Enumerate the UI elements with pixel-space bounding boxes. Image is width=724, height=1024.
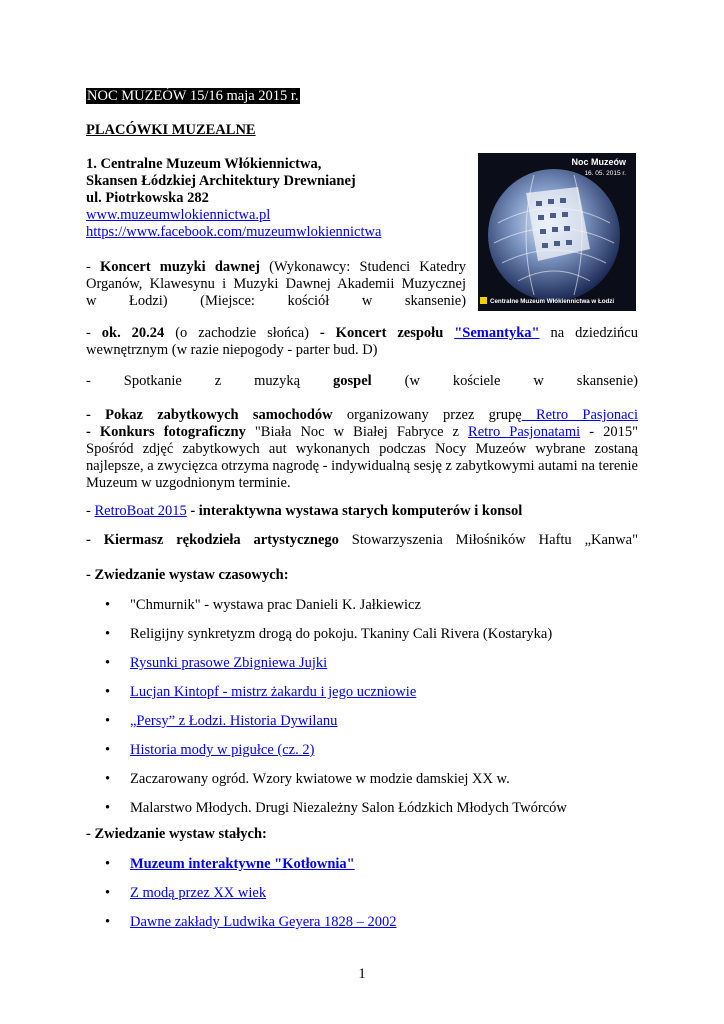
bullet-icon: • <box>105 914 111 930</box>
list-item <box>86 771 638 800</box>
exhibition-link[interactable]: Muzeum interaktywne "Kotłownia" <box>130 856 355 872</box>
exhibition-link[interactable]: Dawne zakłady Ludwika Geyera 1828 – 2002 <box>130 914 397 930</box>
exhibition-title: Religijny synkretyzm drogą do pokoju. Tkaniny Cali Rivera (Kostaryka) <box>130 626 553 642</box>
temporary-heading: - Zwiedzanie wystaw czasowych: <box>86 567 289 583</box>
museum-name-line2: Skansen Łódzkiej Architektury Drewnianej <box>86 173 356 189</box>
museum-info <box>86 156 381 241</box>
retro-pasjonaci-link[interactable]: Retro Pasjonaci <box>521 407 639 423</box>
list-item[interactable] <box>86 885 638 914</box>
list-item[interactable] <box>86 713 638 742</box>
exhibition-link[interactable]: Lucjan Kintopf - mistrz żakardu i jego uczniowie <box>130 684 417 700</box>
museum-address: ul. Piotrkowska 282 <box>86 190 209 206</box>
exhibition-link[interactable]: Z modą przez XX wiek <box>130 885 267 901</box>
permanent-heading: - Zwiedzanie wystaw stałych: <box>86 826 267 842</box>
band-entry: - ok. 20.24 (o zachodzie słońca) - Koncert zespołu "Semantyka" na dziedzińcu wewnętrznym (w razie niepogody - parter bud. D) <box>86 325 638 358</box>
fair-entry: - Kiermasz rękodzieła artystycznego Stowarzyszenia Miłośników Haftu „Kanwa" <box>86 532 638 548</box>
contest-description: Spośród zdjęć zabytkowych aut wykonanych podczas Nocy Muzeów wybrane zostaną najlepsze, a zwycięzca otrzyma nagrodę - indywidualną sesję z zabytkowymi autami na terenie Muzeum w uzgodnionym terminie. <box>86 441 638 491</box>
list-item <box>86 800 638 829</box>
bullet-icon: • <box>105 856 111 872</box>
concert-title: Koncert muzyki dawnej <box>99 259 260 275</box>
exhibition-link[interactable]: Historia mody w pigułce (cz. 2) <box>130 742 315 758</box>
exhibition-link[interactable]: „Persy” z Łodzi. Historia Dywilanu <box>130 713 338 729</box>
semantyka-link[interactable]: "Semantyka" <box>454 325 540 341</box>
exhibition-link[interactable]: Rysunki prasowe Zbigniewa Jujki <box>130 655 328 671</box>
list-item[interactable] <box>86 655 638 684</box>
exhibition-title: Zaczarowany ogród. Wzory kwiatowe w modzie damskiej XX w. <box>130 771 510 787</box>
concert-entry: - Koncert muzyki dawnej (Wykonawcy: Studenci Katedry Organów, Klawesynu i Muzyki Dawnej Akademii Muzycznej w Łodzi) (Miejsce: kościół w skansenie) <box>86 259 467 309</box>
bullet-icon: • <box>105 713 111 729</box>
bullet-icon: • <box>105 800 111 816</box>
permanent-exhibitions-list <box>86 856 638 943</box>
museum-facebook-link[interactable]: https://www.facebook.com/muzeumwlokiennictwa <box>86 224 382 240</box>
temporary-exhibitions-list <box>86 597 638 829</box>
museum-name-line1: 1. Centralne Muzeum Włókiennictwa, <box>86 156 322 172</box>
poster-caption: Centralne Muzeum Włókiennictwa w Łodzi <box>490 298 615 305</box>
bullet-icon: • <box>105 771 111 787</box>
list-item <box>86 597 638 626</box>
bullet-icon: • <box>105 626 111 642</box>
bullet-icon: • <box>105 597 111 613</box>
fisheye-building-image <box>478 153 636 311</box>
bullet-icon: • <box>105 742 111 758</box>
page-number: 1 <box>358 966 366 982</box>
bullet-icon: • <box>105 684 111 700</box>
gospel-entry: - Spotkanie z muzyką gospel (w kościele w skansenie) <box>86 373 638 389</box>
list-item[interactable] <box>86 684 638 713</box>
section-heading: PLACÓWKI MUZEALNE <box>86 122 256 138</box>
list-item[interactable] <box>86 856 638 885</box>
noc-muzeow-poster <box>478 153 636 311</box>
event-title: NOC MUZEÓW 15/16 maja 2015 r. <box>87 88 299 104</box>
cars-entry: - Pokaz zabytkowych samochodów organizowany przez grupę Retro Pasjonaci - Konkurs fotograficzny "Biała Noc w Białej Fabryce z Retro Pasjonatami - 2015" Spośród zdjęć zabytkowych aut wykonanych podczas Nocy Muzeów wybrane zostaną najlepsze, a zwycięzca otrzyma nagrodę - indywidualną sesję z zabytkowymi autami na terenie Muzeum w uzgodnionym terminie. <box>86 407 639 491</box>
bullet-icon: • <box>105 885 111 901</box>
bullet-icon: • <box>105 655 111 671</box>
retroboat-entry: - RetroBoat 2015 - interaktywna wystawa starych komputerów i konsol <box>86 503 523 519</box>
poster-accent-square <box>480 297 487 304</box>
list-item[interactable] <box>86 914 638 943</box>
list-item <box>86 626 638 655</box>
poster-date: 16. 05. 2015 r. <box>584 170 626 177</box>
exhibition-title: "Chmurnik" - wystawa prac Danieli K. Jałkiewicz <box>130 597 421 613</box>
list-item[interactable] <box>86 742 638 771</box>
poster-title: Noc Muzeów <box>571 157 626 167</box>
concert-place: w Łodzi) (Miejsce: kościół w skansenie) <box>86 293 467 309</box>
retro-pasjonatami-link[interactable]: Retro Pasjonatami <box>468 424 581 440</box>
exhibition-title: Malarstwo Młodych. Drugi Niezależny Salon Łódzkich Młodych Twórców <box>130 800 567 816</box>
museum-website-link[interactable]: www.muzeumwlokiennictwa.pl <box>86 207 271 223</box>
retroboat-link[interactable]: RetroBoat 2015 <box>94 503 187 519</box>
